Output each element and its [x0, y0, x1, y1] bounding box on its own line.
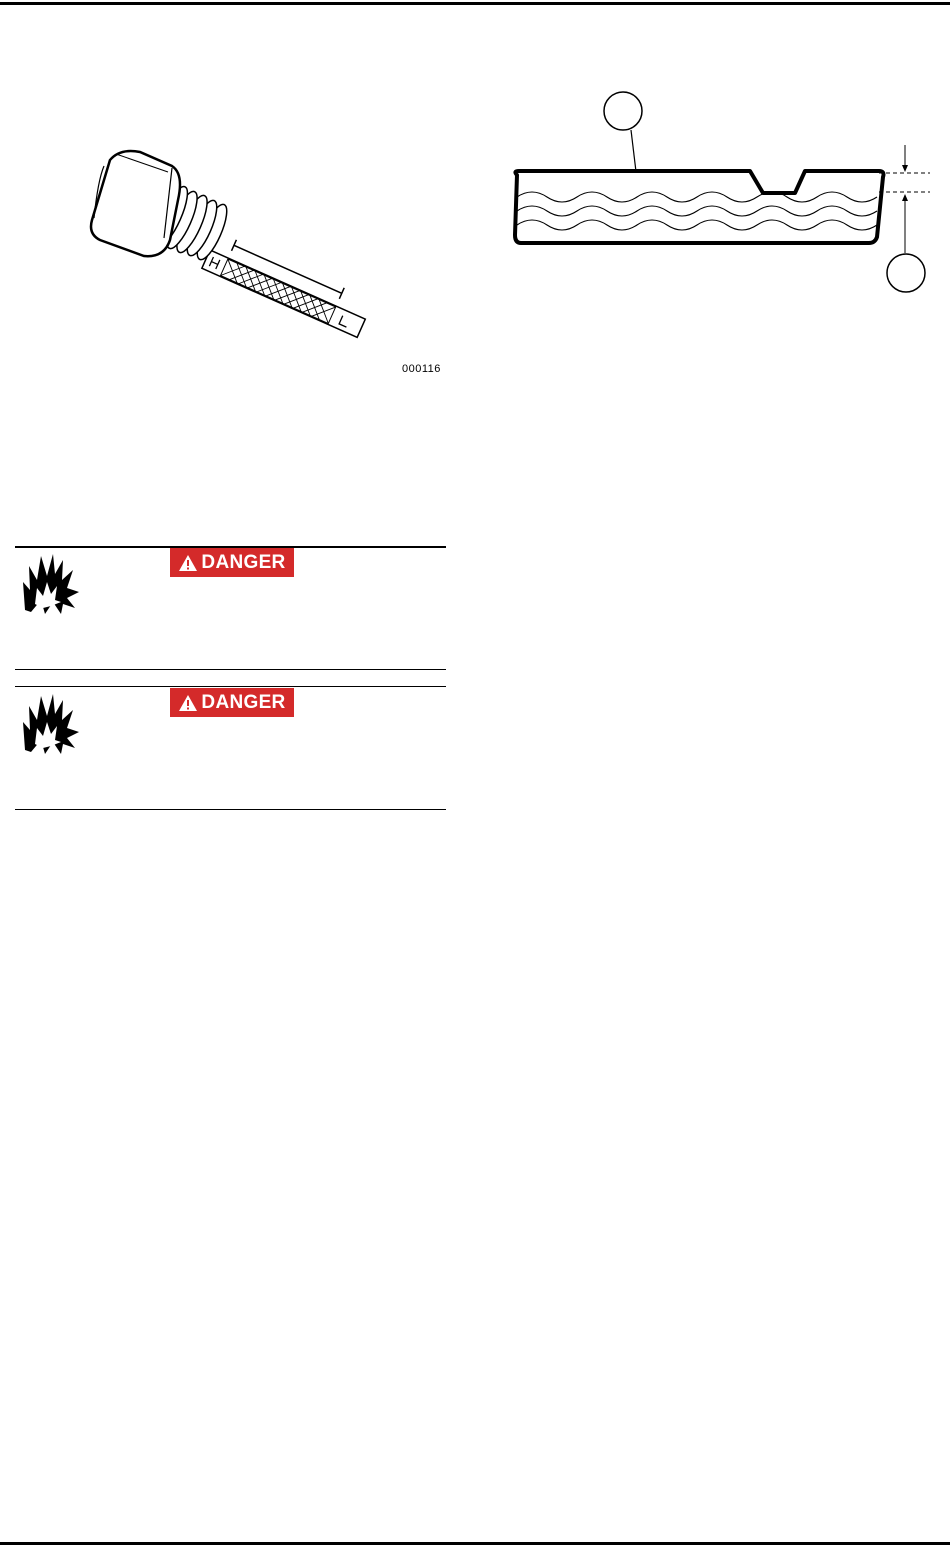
footer-rule [0, 1542, 950, 1545]
danger-notice [15, 546, 446, 672]
figure-code: 000116 [402, 363, 441, 375]
danger-notice [15, 686, 446, 812]
explosion-icon [17, 692, 81, 756]
warning-triangle-icon [178, 694, 198, 712]
danger-label: DANGER [201, 691, 286, 713]
oil-level-diagram [505, 85, 945, 305]
danger-label: DANGER [201, 551, 286, 573]
header-rule [0, 2, 950, 5]
warning-triangle-icon [178, 554, 198, 572]
dipstick-illustration [60, 140, 460, 390]
danger-badge [170, 688, 294, 717]
explosion-icon [17, 552, 81, 616]
danger-badge [170, 548, 294, 577]
